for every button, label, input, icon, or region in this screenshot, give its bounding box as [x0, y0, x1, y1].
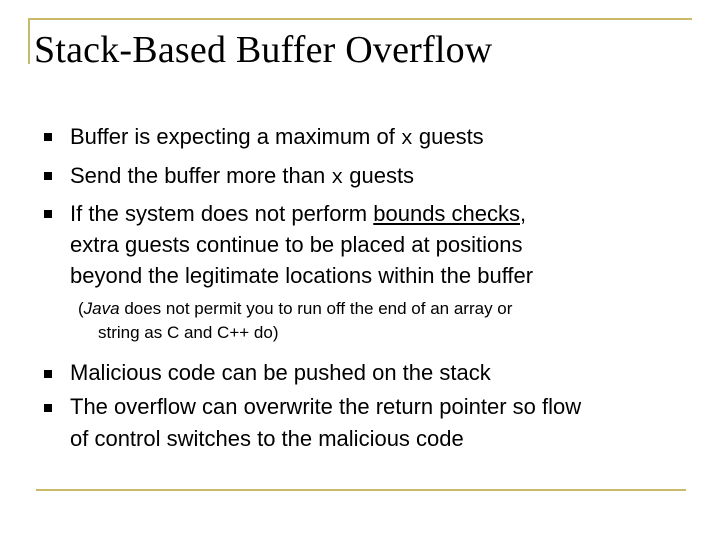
note-java: Java — [83, 299, 120, 318]
slide-title: Stack-Based Buffer Overflow — [34, 29, 493, 71]
bounds-checks-link[interactable]: bounds checks — [373, 201, 521, 226]
bullet-2-prefix: Send the buffer more than — [70, 163, 326, 188]
square-bullet-icon — [44, 133, 52, 141]
note-rest: does not permit you to run off the end of an array or — [119, 299, 513, 318]
bullet-3-line-2: extra guests continue to be placed at positions — [70, 232, 523, 257]
bullet-5-line-2: of control switches to the malicious code — [70, 426, 464, 451]
bullet-3-line-1 — [70, 201, 526, 227]
frame-left-rule — [28, 18, 30, 64]
bullet-1-text — [70, 124, 484, 151]
square-bullet-icon — [44, 210, 52, 218]
bullet-5-line-1: The overflow can overwrite the return pointer so flow — [70, 394, 582, 419]
bullet-3-line-3: beyond the legitimate locations within the buffer — [70, 263, 534, 288]
java-note-line-1 — [78, 299, 512, 319]
frame-top-rule — [28, 18, 692, 20]
bullet-1-var: x — [400, 128, 413, 151]
bullet-1-suffix: guests — [418, 124, 484, 149]
bullet-3-prefix: If the system does not perform — [70, 201, 374, 226]
bullet-2-suffix: guests — [349, 163, 415, 188]
bullet-2-text — [70, 163, 414, 190]
note-paren: ( — [78, 299, 84, 318]
square-bullet-icon — [44, 370, 52, 378]
bullet-2-var: x — [331, 167, 344, 190]
square-bullet-icon — [44, 404, 52, 412]
bullet-1-prefix: Buffer is expecting a maximum of — [70, 124, 395, 149]
bullet-4-text: Malicious code can be pushed on the stack — [70, 360, 491, 385]
bullet-3-comma: , — [520, 201, 527, 226]
frame-bottom-rule — [36, 489, 686, 491]
square-bullet-icon — [44, 172, 52, 180]
java-note-line-2: string as C and C++ do) — [98, 323, 279, 342]
